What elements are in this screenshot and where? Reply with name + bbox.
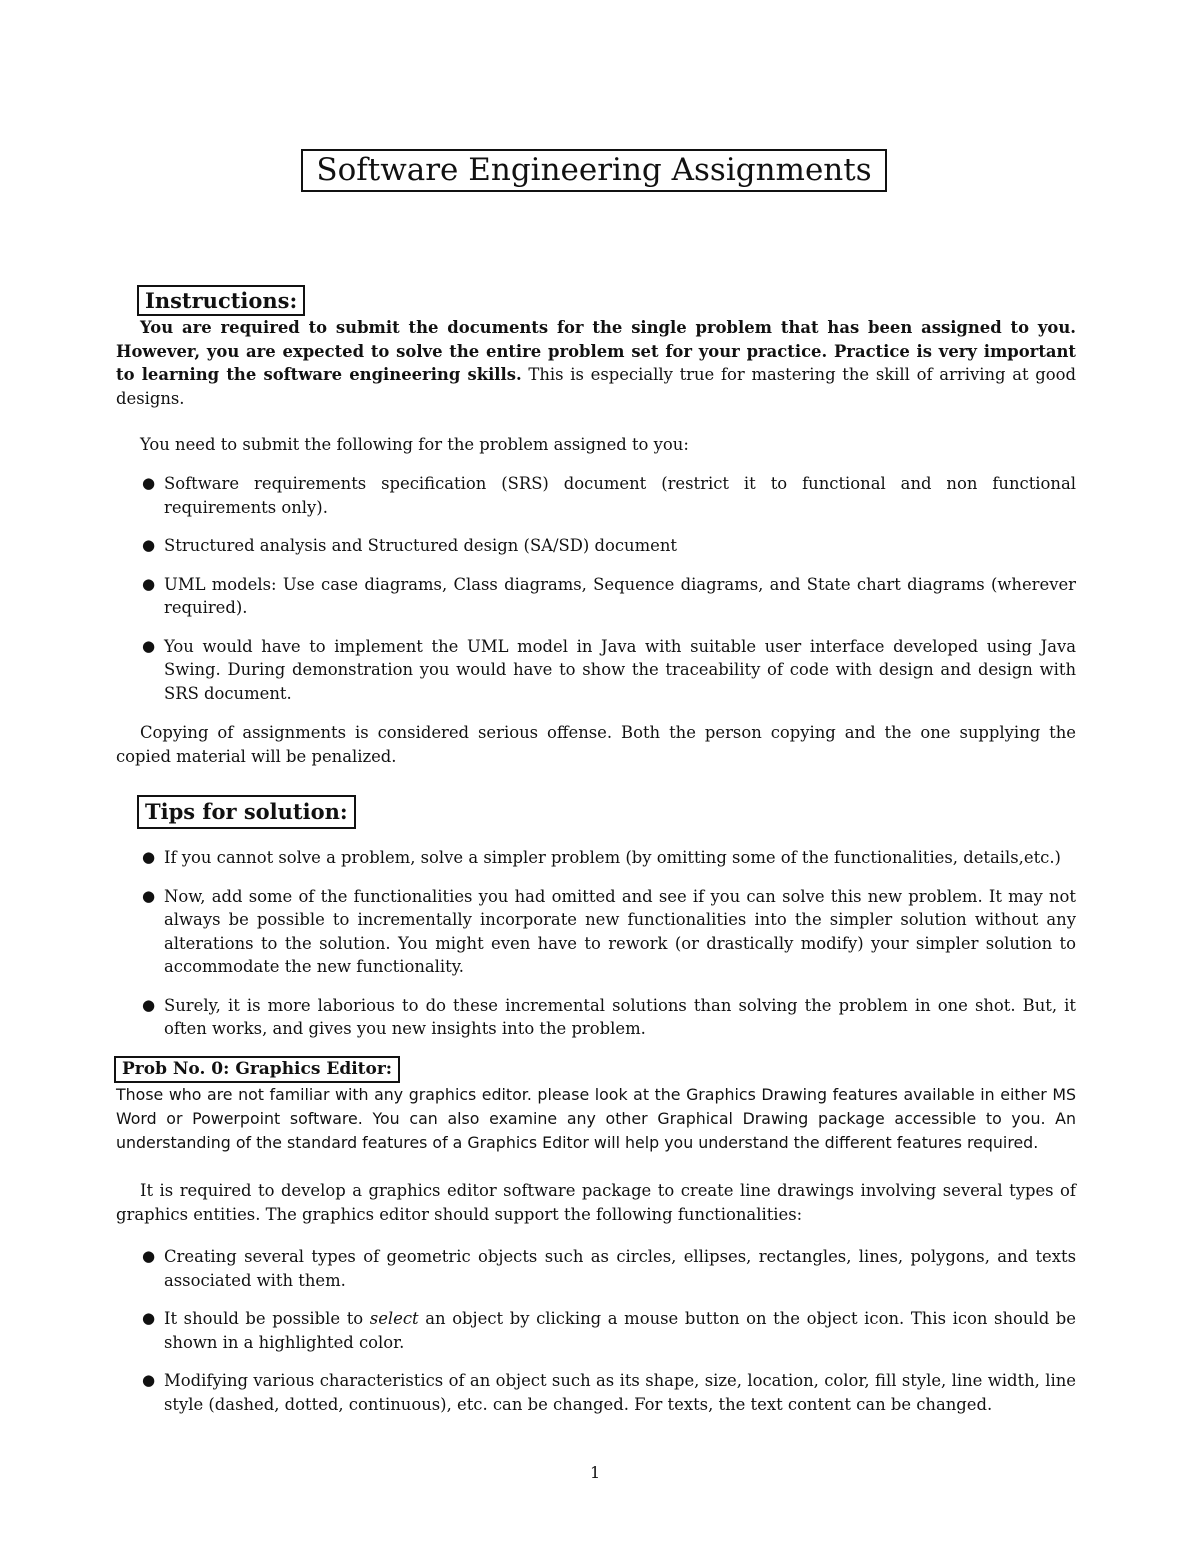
bullet-icon: ● [142, 995, 156, 1014]
submission-list [140, 472, 1076, 705]
list-item-text: Structured analysis and Structured design (SA/SD) document [164, 536, 677, 555]
bullet-icon: ● [142, 1371, 156, 1389]
list-item [140, 573, 1076, 620]
copying-paragraph: Copying of assignments is considered serious offense. Both the person copying and the one supplying the copied material will be penalized. [116, 723, 1076, 766]
list-item-text: Now, add some of the functionalities you had omitted and see if you can solve this new problem. It may not always be possible to incrementally incorporate new functionalities into the simpler solution without any alterations to the solution. You might even have to rework (or drastically modify) your simpler solution to accommodate the new functionality. [164, 886, 1076, 976]
bullet-icon: ● [142, 636, 156, 655]
page-title: Software Engineering Assignments [301, 149, 887, 192]
submit-intro-text: You need to submit the following for the problem assigned to you: [140, 435, 689, 454]
tips-list [140, 846, 1076, 1041]
page-number: 1 [590, 1463, 601, 1482]
list-item-text: Modifying various characteristics of an object such as its shape, size, location, color, fill style, line width, line style (dashed, dotted, continuous), etc. can be changed. For texts, the text content can be changed. [164, 1371, 1076, 1414]
list-item-text: UML models: Use case diagrams, Class diagrams, Sequence diagrams, and State chart diagrams (wherever required). [164, 574, 1076, 617]
bullet-icon: ● [142, 536, 156, 554]
functionality-list [140, 1245, 1076, 1416]
problem-heading: Prob No. 0: Graphics Editor: [114, 1056, 400, 1083]
list-item [140, 534, 1076, 558]
list-item [140, 1369, 1076, 1416]
list-item [140, 635, 1076, 706]
bullet-icon: ● [142, 574, 156, 593]
list-item-text-cont: an object by clicking a mouse button on the object icon. This icon should be shown in a highlighted color. [164, 1309, 1076, 1352]
instructions-intro-bold: You are required to submit the documents for the single problem that has been assigned to you. However, you are expected to solve the entire problem set for your practice. Practice is very important to learning the software engineering skills. [116, 318, 1076, 384]
bullet-icon: ● [142, 848, 156, 866]
bullet-icon: ● [142, 1247, 156, 1265]
list-item-text: It should be possible to [164, 1309, 370, 1328]
list-item [140, 885, 1076, 979]
list-item [140, 846, 1076, 870]
list-item-text: Surely, it is more laborious to do these incremental solutions than solving the problem in one shot. But, it often works, and gives you new insights into the problem. [164, 995, 1076, 1038]
list-item [140, 1245, 1076, 1292]
list-item-text: Software requirements specification (SRS) document (restrict it to functional and non functional requirements only). [164, 474, 1076, 517]
list-item-text: You would have to implement the UML model in Java with suitable user interface developed using Java Swing. During demonstration you would have to show the traceability of code with design and design with SRS document. [164, 636, 1076, 703]
list-item [140, 1307, 1076, 1354]
instructions-intro-paragraph [116, 316, 1076, 410]
list-item [140, 994, 1076, 1041]
instructions-heading: Instructions: [137, 285, 305, 316]
bullet-icon: ● [142, 886, 156, 905]
requirement-paragraph: It is required to develop a graphics editor software package to create line drawings involving several types of graphics entities. The graphics editor should support the following functionalities: [116, 1181, 1076, 1224]
emphasis-text: select [369, 1309, 419, 1328]
list-item-text: Creating several types of geometric objects such as circles, ellipses, rectangles, lines, polygons, and texts associated with them. [164, 1247, 1076, 1290]
list-item-text: If you cannot solve a problem, solve a simpler problem (by omitting some of the functionalities, details,etc.) [164, 848, 1061, 867]
instructions-intro-rest: This is especially true for mastering the skill of arriving at good designs. [116, 365, 1076, 408]
list-item [140, 472, 1076, 519]
bullet-icon: ● [142, 474, 156, 492]
familiar-paragraph: Those who are not familiar with any graphics editor. please look at the Graphics Drawing features available in either MS Word or Powerpoint software. You can also examine any other Graphical Drawing package accessible to you. An understanding of the standard features of a Graphics Editor will help you understand the different features required. [116, 1085, 1076, 1152]
bullet-icon: ● [142, 1309, 156, 1327]
tips-heading: Tips for solution: [137, 795, 356, 829]
